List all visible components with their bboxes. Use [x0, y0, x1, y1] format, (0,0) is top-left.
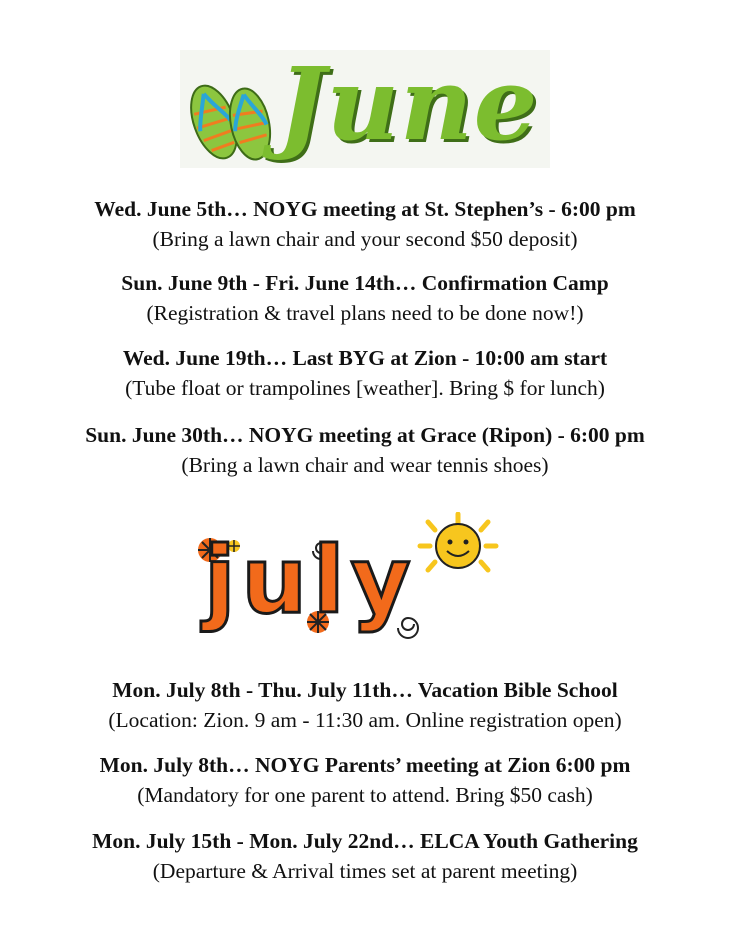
event-title: Mon. July 8th… NOYG Parents’ meeting at Zion 6:00 pm: [99, 753, 631, 777]
june-event-2: [0, 268, 730, 328]
june-event-4: [0, 420, 730, 480]
june-heading: June: [278, 45, 539, 163]
event-note: (Location: Zion. 9 am - 11:30 am. Online registration open): [108, 708, 622, 732]
june-event-1: [0, 194, 730, 254]
june-banner: [180, 45, 550, 168]
july-event-3: [0, 826, 730, 886]
event-note: (Bring a lawn chair and wear tennis shoes): [181, 453, 549, 477]
event-title: Sun. June 30th… NOYG meeting at Grace (Ripon) - 6:00 pm: [85, 423, 645, 447]
june-event-3: [0, 343, 730, 403]
event-note: (Bring a lawn chair and your second $50 deposit): [152, 227, 578, 251]
july-event-1: [0, 675, 730, 735]
july-heading: july: [204, 527, 417, 634]
event-title: Sun. June 9th - Fri. June 14th… Confirmation Camp: [121, 271, 609, 295]
sun-icon: [420, 514, 496, 570]
event-note: (Departure & Arrival times set at parent meeting): [152, 859, 578, 883]
flip-flops-icon: [184, 78, 284, 164]
event-note: (Registration & travel plans need to be done now!): [146, 301, 584, 325]
event-title: Mon. July 15th - Mon. July 22nd… ELCA Youth Gathering: [92, 829, 638, 853]
event-title: Wed. June 19th… Last BYG at Zion - 10:00 am start: [122, 346, 608, 370]
event-title: Wed. June 5th… NOYG meeting at St. Stephen’s - 6:00 pm: [94, 197, 636, 221]
july-banner: [188, 512, 548, 642]
event-note: (Tube float or trampolines [weather]. Bring $ for lunch): [125, 376, 605, 400]
july-event-2: [0, 750, 730, 810]
event-title: Mon. July 8th - Thu. July 11th… Vacation Bible School: [112, 678, 618, 702]
event-note: (Mandatory for one parent to attend. Bring $50 cash): [137, 783, 593, 807]
